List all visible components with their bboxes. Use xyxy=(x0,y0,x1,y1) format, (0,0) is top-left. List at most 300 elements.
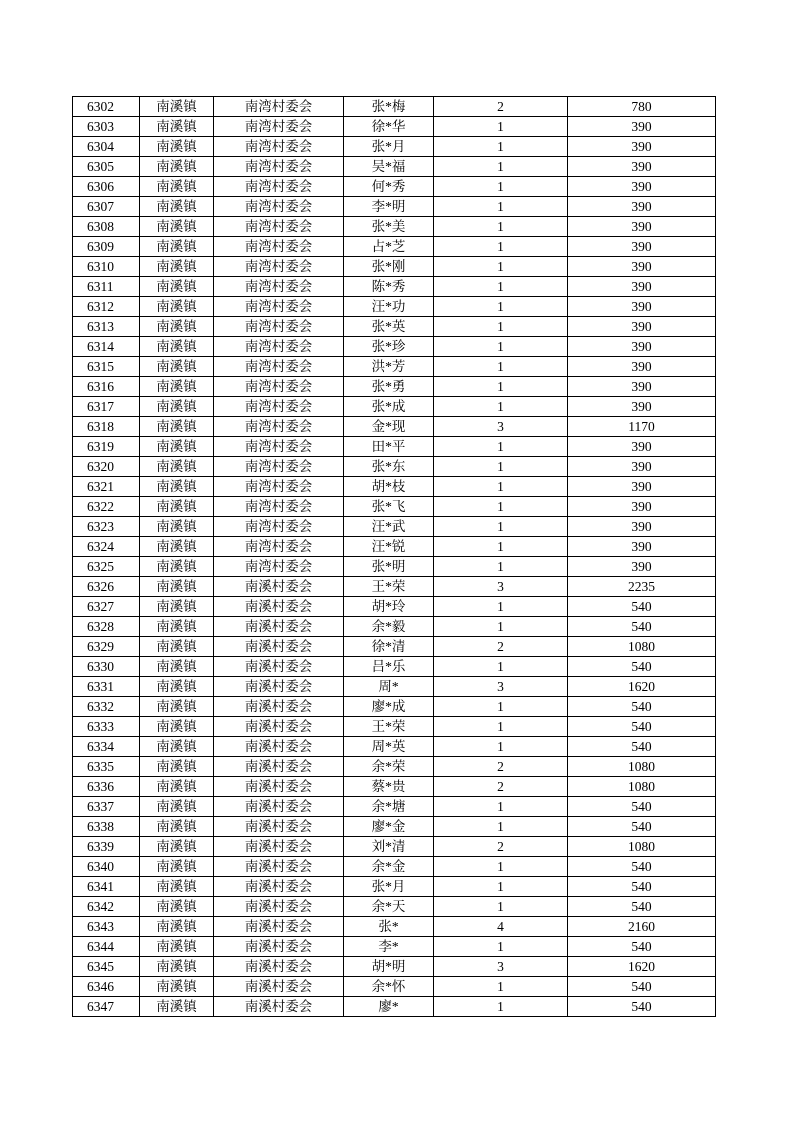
count-cell: 1 xyxy=(434,257,568,277)
name-cell: 胡*玲 xyxy=(344,597,434,617)
table-row xyxy=(73,837,716,857)
name-cell: 廖*成 xyxy=(344,697,434,717)
count-cell: 1 xyxy=(434,857,568,877)
count-cell: 1 xyxy=(434,877,568,897)
amount-cell: 390 xyxy=(568,237,716,257)
name-cell: 张*梅 xyxy=(344,97,434,117)
amount-cell: 1620 xyxy=(568,957,716,977)
count-cell: 3 xyxy=(434,417,568,437)
row-number-cell: 6344 xyxy=(73,937,140,957)
table-row xyxy=(73,997,716,1017)
town-cell: 南溪镇 xyxy=(140,397,214,417)
town-cell: 南溪镇 xyxy=(140,837,214,857)
table-row xyxy=(73,217,716,237)
town-cell: 南溪镇 xyxy=(140,97,214,117)
name-cell: 张*勇 xyxy=(344,377,434,397)
town-cell: 南溪镇 xyxy=(140,237,214,257)
table-row xyxy=(73,537,716,557)
count-cell: 1 xyxy=(434,657,568,677)
table-row xyxy=(73,617,716,637)
town-cell: 南溪镇 xyxy=(140,117,214,137)
village-committee-cell: 南湾村委会 xyxy=(214,137,344,157)
village-committee-cell: 南湾村委会 xyxy=(214,257,344,277)
amount-cell: 540 xyxy=(568,597,716,617)
row-number-cell: 6337 xyxy=(73,797,140,817)
town-cell: 南溪镇 xyxy=(140,937,214,957)
amount-cell: 390 xyxy=(568,357,716,377)
town-cell: 南溪镇 xyxy=(140,537,214,557)
village-committee-cell: 南溪村委会 xyxy=(214,977,344,997)
row-number-cell: 6312 xyxy=(73,297,140,317)
count-cell: 1 xyxy=(434,797,568,817)
count-cell: 1 xyxy=(434,197,568,217)
row-number-cell: 6339 xyxy=(73,837,140,857)
row-number-cell: 6327 xyxy=(73,597,140,617)
table-row xyxy=(73,597,716,617)
amount-cell: 540 xyxy=(568,737,716,757)
row-number-cell: 6340 xyxy=(73,857,140,877)
village-committee-cell: 南溪村委会 xyxy=(214,577,344,597)
count-cell: 1 xyxy=(434,217,568,237)
name-cell: 余*塘 xyxy=(344,797,434,817)
town-cell: 南溪镇 xyxy=(140,557,214,577)
table-row xyxy=(73,557,716,577)
amount-cell: 390 xyxy=(568,217,716,237)
village-committee-cell: 南湾村委会 xyxy=(214,217,344,237)
row-number-cell: 6324 xyxy=(73,537,140,557)
village-committee-cell: 南溪村委会 xyxy=(214,957,344,977)
row-number-cell: 6341 xyxy=(73,877,140,897)
table-row xyxy=(73,417,716,437)
amount-cell: 1620 xyxy=(568,677,716,697)
table-row xyxy=(73,937,716,957)
town-cell: 南溪镇 xyxy=(140,757,214,777)
village-committee-cell: 南溪村委会 xyxy=(214,677,344,697)
town-cell: 南溪镇 xyxy=(140,577,214,597)
village-committee-cell: 南湾村委会 xyxy=(214,357,344,377)
village-committee-cell: 南湾村委会 xyxy=(214,277,344,297)
count-cell: 1 xyxy=(434,617,568,637)
table-row xyxy=(73,657,716,677)
village-committee-cell: 南湾村委会 xyxy=(214,417,344,437)
table-row xyxy=(73,377,716,397)
village-committee-cell: 南溪村委会 xyxy=(214,777,344,797)
row-number-cell: 6321 xyxy=(73,477,140,497)
table-row xyxy=(73,917,716,937)
village-committee-cell: 南湾村委会 xyxy=(214,377,344,397)
table-row xyxy=(73,897,716,917)
row-number-cell: 6335 xyxy=(73,757,140,777)
village-committee-cell: 南湾村委会 xyxy=(214,497,344,517)
row-number-cell: 6302 xyxy=(73,97,140,117)
table-row xyxy=(73,317,716,337)
name-cell: 余*怀 xyxy=(344,977,434,997)
table-row xyxy=(73,637,716,657)
amount-cell: 540 xyxy=(568,877,716,897)
name-cell: 张*明 xyxy=(344,557,434,577)
row-number-cell: 6311 xyxy=(73,277,140,297)
town-cell: 南溪镇 xyxy=(140,217,214,237)
village-committee-cell: 南溪村委会 xyxy=(214,657,344,677)
count-cell: 4 xyxy=(434,917,568,937)
amount-cell: 2160 xyxy=(568,917,716,937)
amount-cell: 390 xyxy=(568,177,716,197)
village-committee-cell: 南湾村委会 xyxy=(214,197,344,217)
town-cell: 南溪镇 xyxy=(140,197,214,217)
row-number-cell: 6347 xyxy=(73,997,140,1017)
amount-cell: 390 xyxy=(568,337,716,357)
name-cell: 汪*锐 xyxy=(344,537,434,557)
name-cell: 金*现 xyxy=(344,417,434,437)
name-cell: 廖*金 xyxy=(344,817,434,837)
row-number-cell: 6330 xyxy=(73,657,140,677)
amount-cell: 540 xyxy=(568,997,716,1017)
town-cell: 南溪镇 xyxy=(140,177,214,197)
count-cell: 1 xyxy=(434,897,568,917)
village-committee-cell: 南湾村委会 xyxy=(214,517,344,537)
table-row xyxy=(73,497,716,517)
count-cell: 1 xyxy=(434,337,568,357)
count-cell: 1 xyxy=(434,297,568,317)
town-cell: 南溪镇 xyxy=(140,457,214,477)
amount-cell: 390 xyxy=(568,157,716,177)
row-number-cell: 6317 xyxy=(73,397,140,417)
count-cell: 1 xyxy=(434,157,568,177)
town-cell: 南溪镇 xyxy=(140,737,214,757)
count-cell: 1 xyxy=(434,437,568,457)
town-cell: 南溪镇 xyxy=(140,777,214,797)
amount-cell: 540 xyxy=(568,657,716,677)
amount-cell: 390 xyxy=(568,517,716,537)
village-committee-cell: 南湾村委会 xyxy=(214,557,344,577)
town-cell: 南溪镇 xyxy=(140,697,214,717)
town-cell: 南溪镇 xyxy=(140,477,214,497)
village-committee-cell: 南溪村委会 xyxy=(214,737,344,757)
row-number-cell: 6309 xyxy=(73,237,140,257)
row-number-cell: 6346 xyxy=(73,977,140,997)
count-cell: 1 xyxy=(434,997,568,1017)
village-committee-cell: 南溪村委会 xyxy=(214,817,344,837)
amount-cell: 390 xyxy=(568,437,716,457)
count-cell: 1 xyxy=(434,357,568,377)
table-row xyxy=(73,517,716,537)
count-cell: 1 xyxy=(434,237,568,257)
name-cell: 张*美 xyxy=(344,217,434,237)
amount-cell: 540 xyxy=(568,797,716,817)
town-cell: 南溪镇 xyxy=(140,997,214,1017)
name-cell: 胡*枝 xyxy=(344,477,434,497)
village-committee-cell: 南湾村委会 xyxy=(214,237,344,257)
village-committee-cell: 南湾村委会 xyxy=(214,477,344,497)
table-row xyxy=(73,817,716,837)
town-cell: 南溪镇 xyxy=(140,597,214,617)
name-cell: 张*月 xyxy=(344,137,434,157)
name-cell: 张*月 xyxy=(344,877,434,897)
town-cell: 南溪镇 xyxy=(140,417,214,437)
count-cell: 1 xyxy=(434,517,568,537)
table-row xyxy=(73,877,716,897)
count-cell: 2 xyxy=(434,97,568,117)
table-row xyxy=(73,237,716,257)
count-cell: 1 xyxy=(434,377,568,397)
amount-cell: 780 xyxy=(568,97,716,117)
name-cell: 王*荣 xyxy=(344,717,434,737)
name-cell: 余*荣 xyxy=(344,757,434,777)
name-cell: 余*金 xyxy=(344,857,434,877)
count-cell: 3 xyxy=(434,957,568,977)
village-committee-cell: 南湾村委会 xyxy=(214,457,344,477)
count-cell: 1 xyxy=(434,497,568,517)
count-cell: 1 xyxy=(434,557,568,577)
count-cell: 1 xyxy=(434,717,568,737)
count-cell: 1 xyxy=(434,977,568,997)
town-cell: 南溪镇 xyxy=(140,157,214,177)
count-cell: 3 xyxy=(434,577,568,597)
count-cell: 1 xyxy=(434,317,568,337)
town-cell: 南溪镇 xyxy=(140,877,214,897)
row-number-cell: 6326 xyxy=(73,577,140,597)
count-cell: 2 xyxy=(434,777,568,797)
town-cell: 南溪镇 xyxy=(140,297,214,317)
name-cell: 张*珍 xyxy=(344,337,434,357)
amount-cell: 540 xyxy=(568,977,716,997)
name-cell: 何*秀 xyxy=(344,177,434,197)
table-row xyxy=(73,697,716,717)
table-row xyxy=(73,117,716,137)
table-row xyxy=(73,357,716,377)
town-cell: 南溪镇 xyxy=(140,497,214,517)
table-row xyxy=(73,717,716,737)
row-number-cell: 6314 xyxy=(73,337,140,357)
name-cell: 王*荣 xyxy=(344,577,434,597)
amount-cell: 1080 xyxy=(568,637,716,657)
name-cell: 田*平 xyxy=(344,437,434,457)
village-committee-cell: 南湾村委会 xyxy=(214,177,344,197)
town-cell: 南溪镇 xyxy=(140,677,214,697)
table-row xyxy=(73,437,716,457)
count-cell: 1 xyxy=(434,597,568,617)
row-number-cell: 6322 xyxy=(73,497,140,517)
row-number-cell: 6333 xyxy=(73,717,140,737)
row-number-cell: 6315 xyxy=(73,357,140,377)
count-cell: 1 xyxy=(434,477,568,497)
amount-cell: 540 xyxy=(568,697,716,717)
count-cell: 2 xyxy=(434,757,568,777)
row-number-cell: 6320 xyxy=(73,457,140,477)
row-number-cell: 6336 xyxy=(73,777,140,797)
name-cell: 胡*明 xyxy=(344,957,434,977)
row-number-cell: 6308 xyxy=(73,217,140,237)
town-cell: 南溪镇 xyxy=(140,257,214,277)
name-cell: 吴*福 xyxy=(344,157,434,177)
count-cell: 3 xyxy=(434,677,568,697)
name-cell: 李*明 xyxy=(344,197,434,217)
row-number-cell: 6334 xyxy=(73,737,140,757)
village-committee-cell: 南溪村委会 xyxy=(214,697,344,717)
village-committee-cell: 南溪村委会 xyxy=(214,937,344,957)
village-committee-cell: 南湾村委会 xyxy=(214,537,344,557)
amount-cell: 1080 xyxy=(568,777,716,797)
name-cell: 蔡*贵 xyxy=(344,777,434,797)
town-cell: 南溪镇 xyxy=(140,357,214,377)
town-cell: 南溪镇 xyxy=(140,637,214,657)
town-cell: 南溪镇 xyxy=(140,377,214,397)
town-cell: 南溪镇 xyxy=(140,137,214,157)
table-row xyxy=(73,777,716,797)
count-cell: 1 xyxy=(434,737,568,757)
table-row xyxy=(73,397,716,417)
count-cell: 1 xyxy=(434,277,568,297)
amount-cell: 390 xyxy=(568,457,716,477)
row-number-cell: 6345 xyxy=(73,957,140,977)
table-row xyxy=(73,97,716,117)
amount-cell: 390 xyxy=(568,257,716,277)
row-number-cell: 6319 xyxy=(73,437,140,457)
village-committee-cell: 南溪村委会 xyxy=(214,757,344,777)
table-row xyxy=(73,577,716,597)
row-number-cell: 6310 xyxy=(73,257,140,277)
row-number-cell: 6313 xyxy=(73,317,140,337)
table-row xyxy=(73,857,716,877)
name-cell: 李* xyxy=(344,937,434,957)
village-committee-cell: 南湾村委会 xyxy=(214,97,344,117)
name-cell: 周*英 xyxy=(344,737,434,757)
town-cell: 南溪镇 xyxy=(140,857,214,877)
count-cell: 1 xyxy=(434,537,568,557)
table-row xyxy=(73,797,716,817)
name-cell: 余*天 xyxy=(344,897,434,917)
row-number-cell: 6323 xyxy=(73,517,140,537)
village-committee-cell: 南湾村委会 xyxy=(214,437,344,457)
row-number-cell: 6305 xyxy=(73,157,140,177)
amount-cell: 390 xyxy=(568,477,716,497)
amount-cell: 390 xyxy=(568,537,716,557)
amount-cell: 390 xyxy=(568,317,716,337)
name-cell: 张* xyxy=(344,917,434,937)
amount-cell: 390 xyxy=(568,297,716,317)
table-row xyxy=(73,257,716,277)
name-cell: 吕*乐 xyxy=(344,657,434,677)
count-cell: 1 xyxy=(434,817,568,837)
town-cell: 南溪镇 xyxy=(140,437,214,457)
amount-cell: 1080 xyxy=(568,837,716,857)
table-row xyxy=(73,297,716,317)
name-cell: 占*芝 xyxy=(344,237,434,257)
amount-cell: 390 xyxy=(568,377,716,397)
row-number-cell: 6316 xyxy=(73,377,140,397)
amount-cell: 540 xyxy=(568,617,716,637)
name-cell: 汪*武 xyxy=(344,517,434,537)
village-committee-cell: 南溪村委会 xyxy=(214,597,344,617)
amount-cell: 540 xyxy=(568,897,716,917)
table-row xyxy=(73,197,716,217)
table-row xyxy=(73,477,716,497)
village-committee-cell: 南溪村委会 xyxy=(214,857,344,877)
village-committee-cell: 南湾村委会 xyxy=(214,337,344,357)
count-cell: 1 xyxy=(434,397,568,417)
row-number-cell: 6325 xyxy=(73,557,140,577)
count-cell: 1 xyxy=(434,137,568,157)
town-cell: 南溪镇 xyxy=(140,317,214,337)
amount-cell: 390 xyxy=(568,197,716,217)
row-number-cell: 6328 xyxy=(73,617,140,637)
name-cell: 张*飞 xyxy=(344,497,434,517)
village-committee-cell: 南溪村委会 xyxy=(214,877,344,897)
amount-cell: 2235 xyxy=(568,577,716,597)
row-number-cell: 6343 xyxy=(73,917,140,937)
row-number-cell: 6332 xyxy=(73,697,140,717)
town-cell: 南溪镇 xyxy=(140,957,214,977)
amount-cell: 390 xyxy=(568,397,716,417)
name-cell: 张*东 xyxy=(344,457,434,477)
village-committee-cell: 南溪村委会 xyxy=(214,837,344,857)
village-committee-cell: 南溪村委会 xyxy=(214,917,344,937)
amount-cell: 1170 xyxy=(568,417,716,437)
name-cell: 张*刚 xyxy=(344,257,434,277)
village-committee-cell: 南溪村委会 xyxy=(214,717,344,737)
count-cell: 2 xyxy=(434,837,568,857)
amount-cell: 1080 xyxy=(568,757,716,777)
table-row xyxy=(73,957,716,977)
table-row xyxy=(73,337,716,357)
amount-cell: 390 xyxy=(568,557,716,577)
row-number-cell: 6331 xyxy=(73,677,140,697)
village-committee-cell: 南溪村委会 xyxy=(214,997,344,1017)
amount-cell: 540 xyxy=(568,717,716,737)
table-row xyxy=(73,757,716,777)
village-committee-cell: 南溪村委会 xyxy=(214,637,344,657)
table-body xyxy=(73,97,716,1017)
name-cell: 洪*芳 xyxy=(344,357,434,377)
town-cell: 南溪镇 xyxy=(140,617,214,637)
table-row xyxy=(73,457,716,477)
name-cell: 余*毅 xyxy=(344,617,434,637)
row-number-cell: 6307 xyxy=(73,197,140,217)
row-number-cell: 6304 xyxy=(73,137,140,157)
row-number-cell: 6318 xyxy=(73,417,140,437)
town-cell: 南溪镇 xyxy=(140,797,214,817)
table-row xyxy=(73,677,716,697)
name-cell: 廖* xyxy=(344,997,434,1017)
village-committee-cell: 南湾村委会 xyxy=(214,397,344,417)
village-committee-cell: 南溪村委会 xyxy=(214,897,344,917)
table-row xyxy=(73,737,716,757)
count-cell: 1 xyxy=(434,457,568,477)
row-number-cell: 6306 xyxy=(73,177,140,197)
table-row xyxy=(73,177,716,197)
town-cell: 南溪镇 xyxy=(140,897,214,917)
amount-cell: 540 xyxy=(568,937,716,957)
table-row xyxy=(73,137,716,157)
town-cell: 南溪镇 xyxy=(140,657,214,677)
count-cell: 1 xyxy=(434,937,568,957)
village-committee-cell: 南溪村委会 xyxy=(214,617,344,637)
town-cell: 南溪镇 xyxy=(140,717,214,737)
village-committee-cell: 南湾村委会 xyxy=(214,297,344,317)
village-committee-cell: 南溪村委会 xyxy=(214,797,344,817)
amount-cell: 390 xyxy=(568,137,716,157)
name-cell: 徐*清 xyxy=(344,637,434,657)
amount-cell: 540 xyxy=(568,817,716,837)
town-cell: 南溪镇 xyxy=(140,337,214,357)
name-cell: 陈*秀 xyxy=(344,277,434,297)
amount-cell: 390 xyxy=(568,117,716,137)
name-cell: 周* xyxy=(344,677,434,697)
table-row xyxy=(73,157,716,177)
row-number-cell: 6303 xyxy=(73,117,140,137)
name-cell: 刘*清 xyxy=(344,837,434,857)
town-cell: 南溪镇 xyxy=(140,517,214,537)
